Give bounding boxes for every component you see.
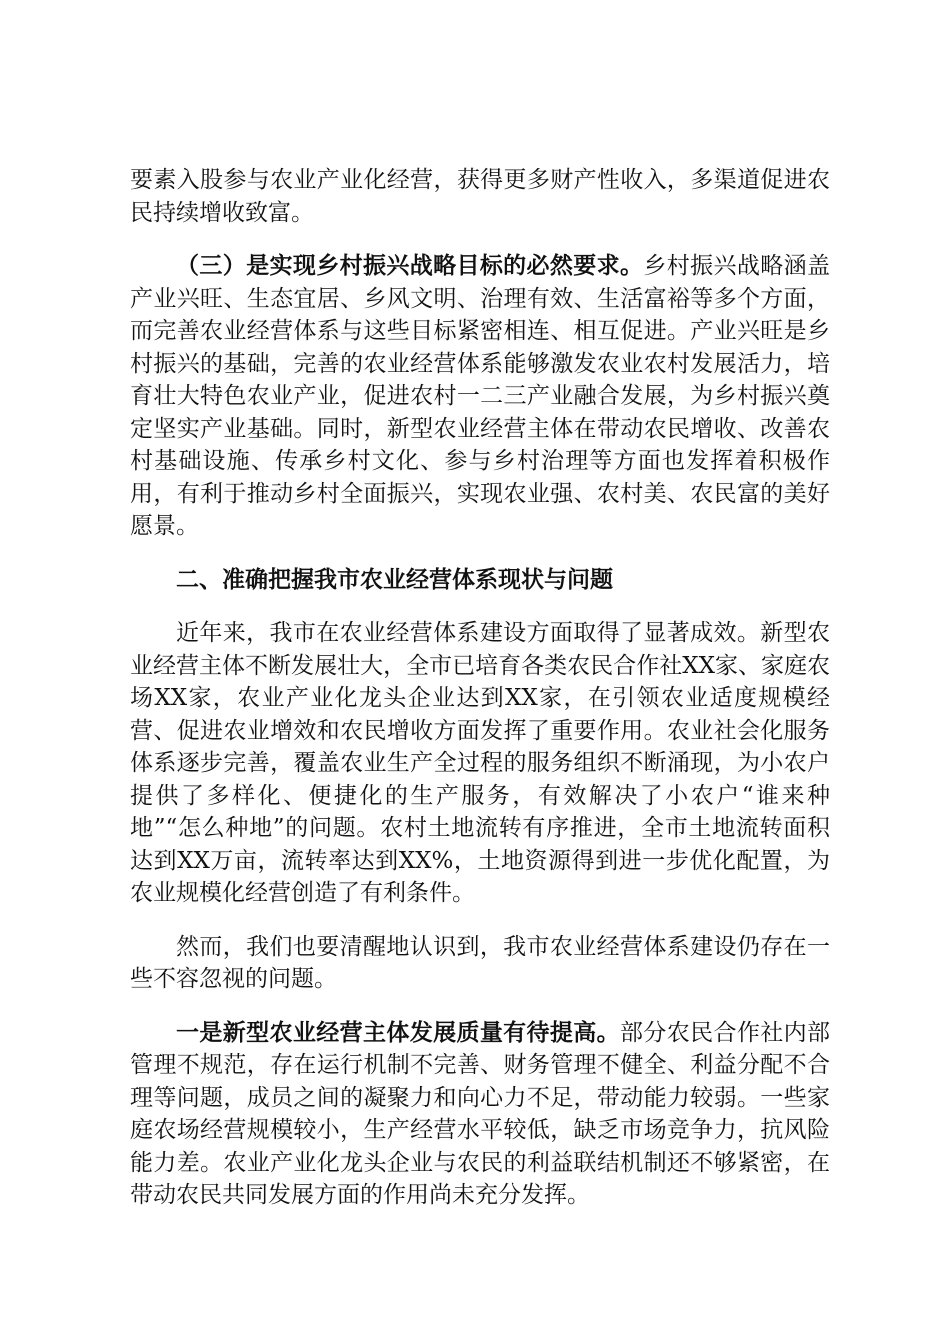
document-page	[130, 164, 830, 1233]
paragraph-problems-intro	[130, 931, 830, 996]
paragraph-section-three	[130, 250, 830, 543]
paragraph-lead: （三）是实现乡村振兴战略目标的必然要求。	[176, 253, 644, 279]
paragraph-body: 要素入股参与农业产业化经营，获得更多财产性收入，多渠道促进农民持续增收致富。	[130, 167, 830, 226]
paragraph-body: 部分农民合作社内部管理不规范，存在运行机制不完善、财务管理不健全、利益分配不合理等问题，成员之间的凝聚力和向心力不足，带动能力较弱。一些家庭农场经营规模较小，生产经营水平较低，缺乏市场竞争力，抗风险能力差。农业产业化龙头企业与农民的利益联结机制还不够紧密，在带动农民共同发展方面的作用尚未充分发挥。	[130, 1019, 831, 1208]
paragraph-body: 乡村振兴战略涵盖产业兴旺、生态宜居、乡风文明、治理有效、生活富裕等多个方面，而完善农业经营体系与这些目标紧密相连、相互促进。产业兴旺是乡村振兴的基础，完善的农业经营体系能够激发农业农村发展活力，培育壮大特色农业产业，促进农村一二三产业融合发展，为乡村振兴奠定坚实产业基础。同时，新型农业经营主体在带动农民增收、改善农村基础设施、传承乡村文化、参与乡村治理等方面也发挥着积极作用，有利于推动乡村全面振兴，实现农业强、农村美、农民富的美好愿景。	[130, 253, 831, 539]
paragraph-body: 然而，我们也要清醒地认识到，我市农业经营体系建设仍存在一些不容忽视的问题。	[130, 933, 830, 992]
paragraph-problem-one	[130, 1017, 830, 1212]
paragraph-status	[130, 617, 830, 910]
paragraph-body: 近年来，我市在农业经营体系建设方面取得了显著成效。新型农业经营主体不断发展壮大，全市已培育各类农民合作社XX家、家庭农场XX家，农业产业化龙头企业达到XX家，在引领农业适度规模经营、促进农业增效和农民增收方面发挥了重要作用。农业社会化服务体系逐步完善，覆盖农业生产全过程的服务组织不断涌现，为小农户提供了多样化、便捷化的生产服务，有效解决了小农户“谁来种地”“怎么种地”的问题。农村土地流转有序推进，全市土地流转面积达到XX万亩，流转率达到XX%，土地资源得到进一步优化配置，为农业规模化经营创造了有利条件。	[130, 620, 830, 906]
section-heading: 二、准确把握我市农业经营体系现状与问题	[176, 566, 613, 593]
paragraph-lead: 一是新型农业经营主体发展质量有待提高。	[176, 1019, 621, 1046]
paragraph-continuation	[130, 164, 830, 229]
